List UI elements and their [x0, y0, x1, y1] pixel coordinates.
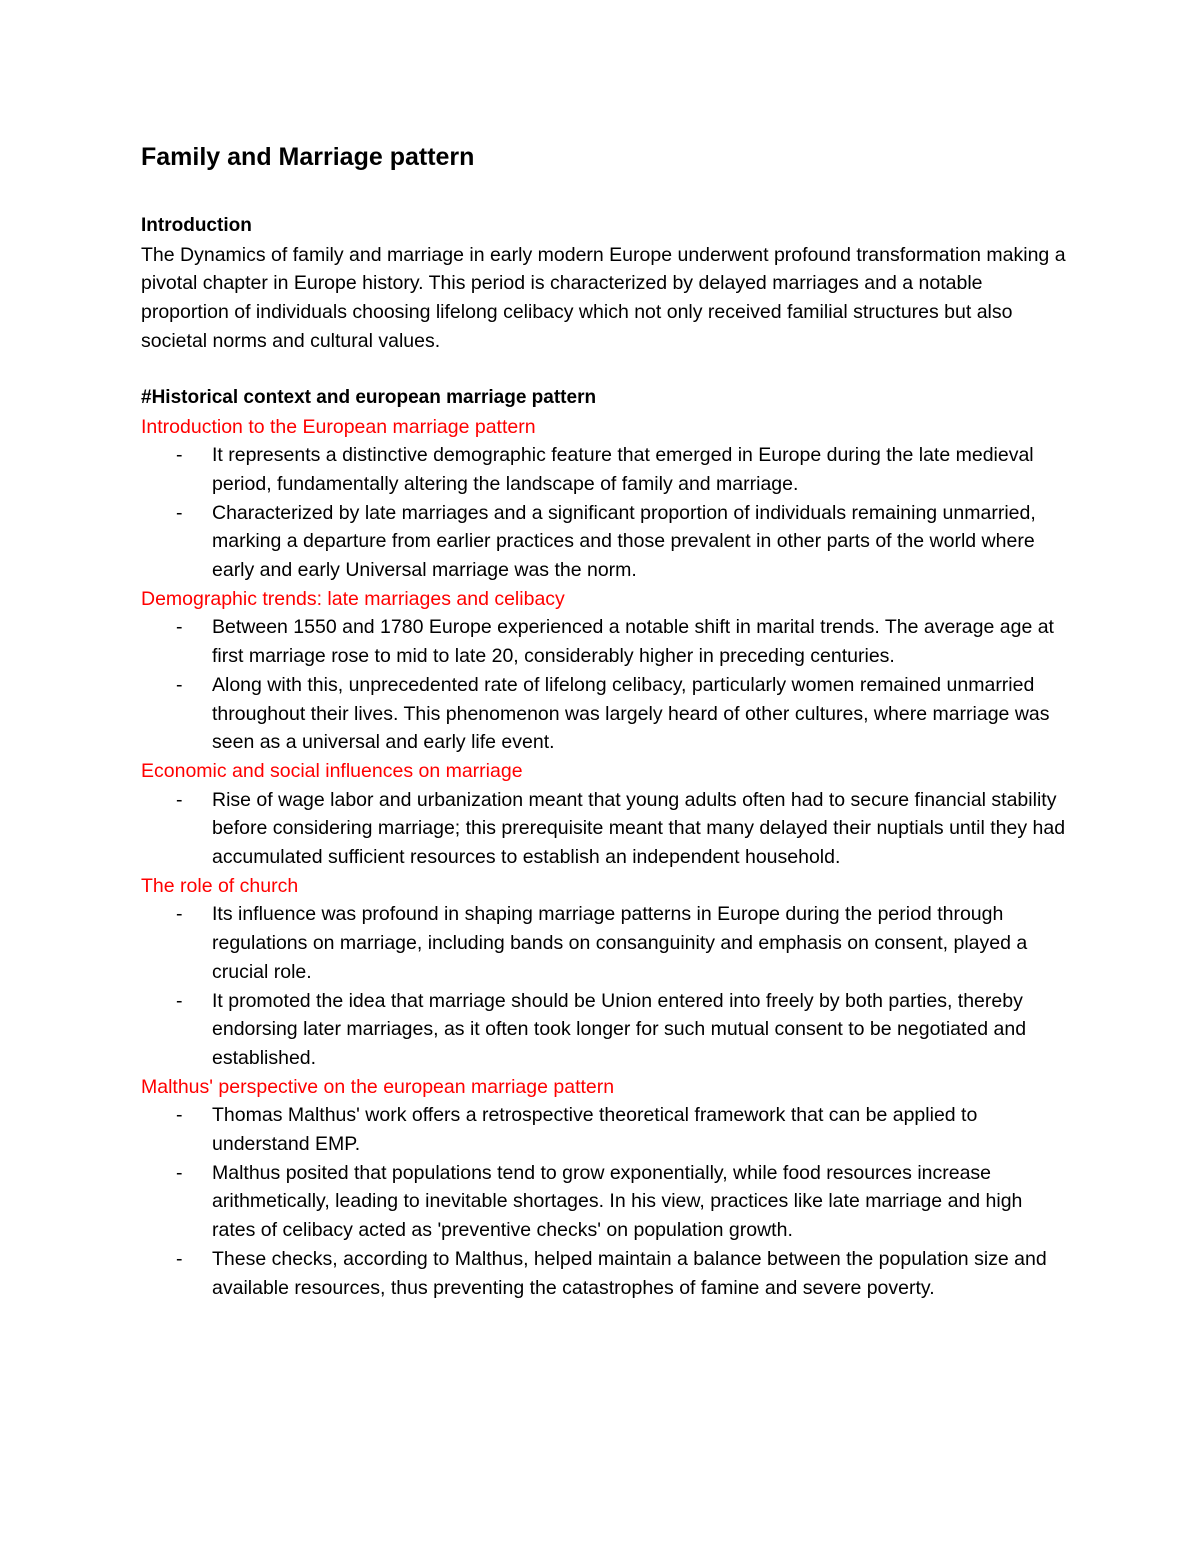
- list-item: [141, 786, 1071, 872]
- bullet-dash: -: [176, 903, 183, 926]
- list-item-text: Characterized by late marriages and a significant proportion of individuals remaining unmarried, marking a departure from earlier practices and those prevalent in other parts of the world where early and early Universal marriage was the norm.: [212, 501, 1036, 582]
- bullet-dash: -: [176, 1161, 183, 1184]
- bullet-dash: -: [176, 501, 183, 524]
- section-spacer: [141, 355, 1071, 384]
- introduction-paragraph: The Dynamics of family and marriage in early modern Europe underwent profound transformation making a pivotal chapter in Europe history. This period is characterized by delayed marriages and a notable proportion of individuals choosing lifelong celibacy which not only received familial structures but also societal norms and cultural values.: [141, 243, 1066, 352]
- list-item-text: Rise of wage labor and urbanization meant that young adults often had to secure financial stability before considering marriage; this prerequisite meant that many delayed their nuptials until they had accumulated sufficient resources to establish an independent household.: [212, 788, 1066, 869]
- bullet-list: [141, 441, 1071, 585]
- subsection-demographic-trends: [141, 585, 1071, 757]
- list-item-text: Along with this, unprecedented rate of lifelong celibacy, particularly women remained unmarried throughout their lives. This phenomenon was largely heard of other cultures, where marriage was seen as a universal and early life event.: [212, 673, 1050, 754]
- subsection-role-of-church: [141, 872, 1071, 1073]
- bullet-dash: -: [176, 989, 183, 1012]
- list-item-text: It promoted the idea that marriage should be Union entered into freely by both parties, thereby endorsing later marriages, as it often took longer for such mutual consent to be negotiated and established.: [212, 989, 1027, 1069]
- list-item: [141, 441, 1071, 498]
- list-item-text: It represents a distinctive demographic feature that emerged in Europe during the late medieval period, fundamentally altering the landscape of family and marriage.: [212, 444, 1034, 495]
- subsection-malthus-perspective: [141, 1073, 1071, 1303]
- bullet-list: [141, 786, 1071, 872]
- subsection-economic-influences: [141, 757, 1071, 872]
- list-item: [141, 1245, 1071, 1302]
- bullet-dash: -: [176, 616, 183, 639]
- bullet-dash: -: [176, 1247, 183, 1270]
- list-item: [141, 499, 1071, 585]
- bullet-list: [141, 1101, 1071, 1302]
- bullet-dash: -: [176, 788, 183, 811]
- subsection-heading: The role of church: [141, 874, 299, 897]
- list-item: [141, 1159, 1071, 1245]
- document-page: [141, 140, 1071, 1302]
- list-item: [141, 671, 1071, 757]
- subsection-heading: Economic and social influences on marriage: [141, 759, 523, 782]
- subsection-heading: Demographic trends: late marriages and celibacy: [141, 587, 565, 610]
- list-item: [141, 900, 1071, 986]
- document-title: Family and Marriage pattern: [141, 143, 475, 171]
- list-item: [141, 987, 1071, 1073]
- bullet-dash: -: [176, 1104, 183, 1127]
- list-item-text: These checks, according to Malthus, helped maintain a balance between the population size and available resources, thus preventing the catastrophes of famine and severe poverty.: [212, 1247, 1047, 1299]
- list-item-text: Thomas Malthus' work offers a retrospective theoretical framework that can be applied to understand EMP.: [212, 1104, 978, 1156]
- subsection-heading: Malthus' perspective on the european marriage pattern: [141, 1075, 615, 1098]
- list-item-text: Between 1550 and 1780 Europe experienced a notable shift in marital trends. The average age at first marriage rose to mid to late 20, considerably higher in preceding centuries.: [212, 616, 1054, 668]
- introduction-heading: Introduction: [141, 215, 252, 236]
- list-item-text: Its influence was profound in shaping marriage patterns in Europe during the period through regulations on marriage, including bands on consanguinity and emphasis on consent, played a crucial role.: [212, 903, 1028, 983]
- bullet-dash: -: [176, 444, 183, 467]
- subsection-emp-intro: [141, 413, 1071, 585]
- historical-context-heading: #Historical context and european marriage pattern: [141, 387, 597, 408]
- bullet-list: [141, 900, 1071, 1072]
- bullet-list: [141, 613, 1071, 757]
- list-item: [141, 1101, 1071, 1158]
- bullet-dash: -: [176, 673, 183, 696]
- list-item: [141, 613, 1071, 670]
- list-item-text: Malthus posited that populations tend to grow exponentially, while food resources increase arithmetically, leading to inevitable shortages. In his view, practices like late marriage and high rates of celibacy acted as 'preventive checks' on population growth.: [212, 1161, 1023, 1242]
- subsection-heading: Introduction to the European marriage pattern: [141, 415, 536, 438]
